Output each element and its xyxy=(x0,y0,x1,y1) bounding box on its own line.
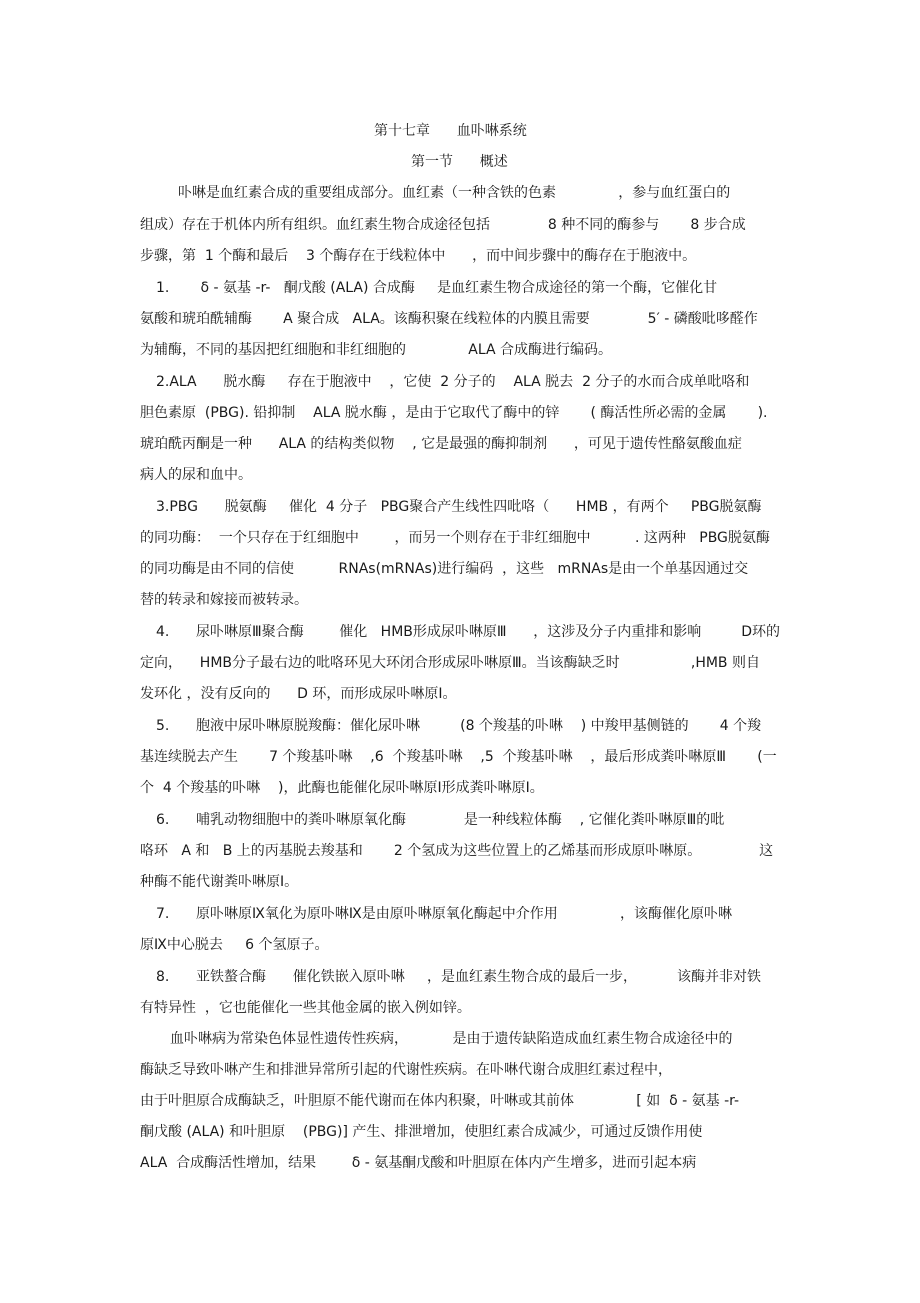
list-item-line: 5. 胞液中尿卟啉原脱羧酶：催化尿卟啉 (8 个羧基的卟啉 ) 中羧甲基侧链的 4 个羧 xyxy=(156,718,762,734)
list-item-line: 氨酸和琥珀酰辅酶 A 聚合成 ALA。该酶积聚在线粒体的内膜且需要 5′ - 磷酸吡哆醛作 xyxy=(140,311,758,327)
list-item-line: 种酶不能代谢粪卟啉原Ⅰ。 xyxy=(140,874,299,890)
closing-line: ALA 合成酶活性增加，结果 δ - 氨基酮戊酸和叶胆原在体内产生增多，进而引起本病 xyxy=(140,1155,697,1171)
list-item-line: 原Ⅸ中心脱去 6 个氢原子。 xyxy=(140,937,329,953)
closing-line: 酶缺乏导致卟啉产生和排泄异常所引起的代谢性疾病。在卟啉代谢合成胆红素过程中， xyxy=(140,1062,672,1078)
list-item-line: 定向， HMB分子最右边的吡咯环见大环闭合形成尿卟啉原Ⅲ。当该酶缺乏时 ,HMB 则自 xyxy=(140,655,760,671)
list-item-line: 替的转录和嫁接而被转录。 xyxy=(140,592,308,608)
list-item-line: 个 4 个羧基的卟啉 )，此酶也能催化尿卟啉原Ⅰ形成粪卟啉原Ⅰ。 xyxy=(140,780,544,796)
list-item-line: 7. 原卟啉原Ⅸ氧化为原卟啉Ⅸ是由原卟啉原氧化酶起中介作用 ，该酶催化原卟啉 xyxy=(156,906,733,922)
list-item-line: 4. 尿卟啉原Ⅲ聚合酶 催化 HMB形成尿卟啉原Ⅲ ，这涉及分子内重排和影响 D环的 xyxy=(156,624,781,640)
list-item-line: 的同功酶： 一个只存在于红细胞中 ，而另一个则存在于非红细胞中 . 这两种 PBG脱氨酶 xyxy=(140,530,770,546)
list-item-line: 8. 亚铁螯合酶 催化铁嵌入原卟啉 ，是血红素生物合成的最后一步， 该酶并非对铁 xyxy=(156,969,762,985)
closing-line: 血卟啉病为常染色体显性遗传性疾病， 是由于遗传缺陷造成血红素生物合成途径中的 xyxy=(170,1031,733,1047)
list-item-line: 发环化 ，没有反向的 D 环，而形成尿卟啉原Ⅰ。 xyxy=(140,686,457,702)
list-item-line: 1. δ - 氨基 -r- 酮戊酸 (ALA) 合成酶 是血红素生物合成途径的第一个酶，它催化甘 xyxy=(156,280,718,296)
list-item-line: 胆色素原 (PBG). 铅抑制 ALA 脱水酶 ，是由于它取代了酶中的锌 ( 酶活性所必需的金属 ). xyxy=(140,405,768,421)
list-item-line: 3.PBG 脱氨酶 催化 4 分子 PBG聚合产生线性四吡咯（ HMB ，有两个 PBG脱氨酶 xyxy=(156,499,762,515)
list-item-line: 为辅酶，不同的基因把红细胞和非红细胞的 ALA 合成酶进行编码。 xyxy=(140,342,613,358)
list-item-line: 琥珀酰丙酮是一种 ALA 的结构类似物 , 它是最强的酶抑制剂 ，可见于遗传性酪氨酸血症 xyxy=(140,436,742,452)
list-item-line: 病人的尿和血中。 xyxy=(140,467,252,483)
intro-line: 步骤，第 1 个酶和最后 3 个酶存在于线粒体中 ，而中间步骤中的酶存在于胞液中。 xyxy=(140,248,697,264)
closing-line: 由于叶胆原合成酶缺乏，叶胆原不能代谢而在体内积聚，叶啉或其前体 [ 如 δ - 氨基 -r- xyxy=(140,1093,740,1109)
list-item-line: 2.ALA 脱水酶 存在于胞液中 ，它使 2 分子的 ALA 脱去 2 分子的水而合成单吡咯和 xyxy=(156,374,750,390)
section-title: 第一节 概述 xyxy=(411,154,508,170)
chapter-title: 第十七章 血卟啉系统 xyxy=(374,123,527,139)
list-item-line: 基连续脱去产生 7 个羧基卟啉 ,6 个羧基卟啉 ,5 个羧基卟啉 ，最后形成粪卟啉原Ⅲ (一 xyxy=(140,749,777,765)
intro-line: 卟啉是血红素合成的重要组成部分。血红素（一种含铁的色素 ，参与血红蛋白的 xyxy=(178,185,731,201)
closing-line: 酮戊酸 (ALA) 和叶胆原 (PBG)] 产生、排泄增加，使胆红素合成减少，可通过反馈作用使 xyxy=(140,1124,703,1140)
list-item-line: 的同功酶是由不同的信使 RNAs(mRNAs)进行编码 ，这些 mRNAs是由一个单基因通过交 xyxy=(140,561,749,577)
list-item-line: 6. 哺乳动物细胞中的粪卟啉原氧化酶 是一种线粒体酶 , 它催化粪卟啉原Ⅲ的吡 xyxy=(156,812,725,828)
list-item-line: 咯环 A 和 B 上的丙基脱去羧基和 2 个氢成为这些位置上的乙烯基而形成原卟啉原。 这 xyxy=(140,843,774,859)
intro-line: 组成）存在于机体内所有组织。血红素生物合成途径包括 8 种不同的酶参与 8 步合成 xyxy=(140,217,746,233)
list-item-line: 有特异性 ，它也能催化一些其他金属的嵌入例如锌。 xyxy=(140,1000,471,1016)
